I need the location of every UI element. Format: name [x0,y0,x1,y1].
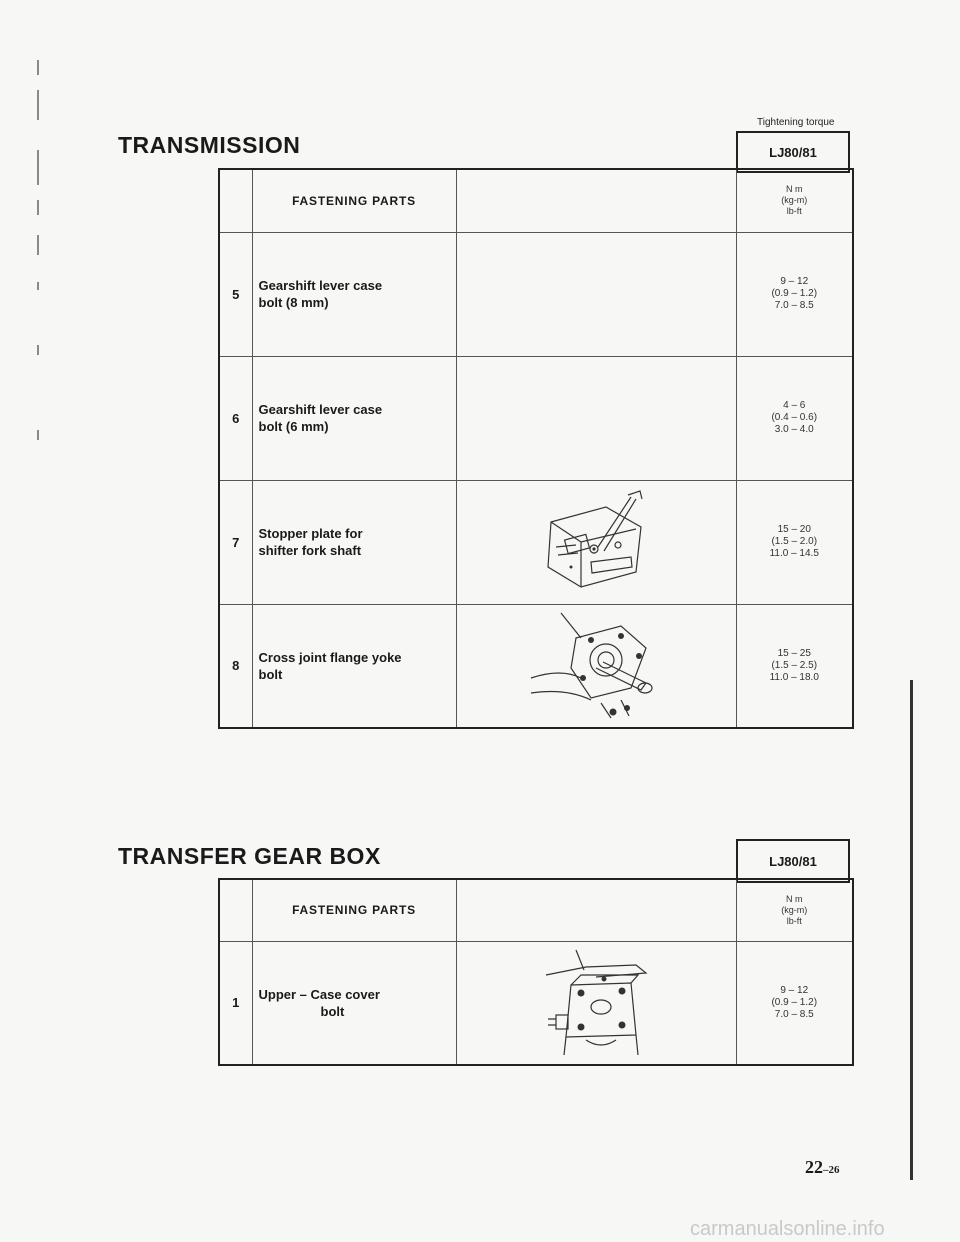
flange-yoke-illustration [521,608,671,723]
table-row [219,604,853,728]
page-number: 22–26 [805,1157,840,1177]
transmission-torque-table [218,168,854,729]
stopper-plate-illustration [536,487,656,597]
scan-edge-bar [910,680,913,1180]
torque-caption: Tightening torque [757,117,835,128]
illustration-header-cell [456,879,736,941]
torque-value: 9 – 12 (0.9 – 1.2) 7.0 – 8.5 [736,232,853,356]
units-header: N m (kg-m) lb-ft [736,169,853,232]
row-number: 1 [219,941,252,1065]
fastening-parts-header: FASTENING PARTS [252,879,456,941]
transfer-torque-table [218,878,854,1066]
row-number: 6 [219,356,252,480]
illustration-header-cell [456,169,736,232]
table-header-row [219,879,853,941]
model-box-transmission: LJ80/81 [736,131,850,173]
section-title-transmission: TRANSMISSION [118,132,301,158]
row-number: 7 [219,480,252,604]
row-number: 5 [219,232,252,356]
part-name: Gearshift lever case bolt (8 mm) [252,232,456,356]
table-header-row [219,169,853,232]
illustration-cell [456,941,736,1065]
table-row [219,941,853,1065]
torque-value: 15 – 20 (1.5 – 2.0) 11.0 – 14.5 [736,480,853,604]
part-name: Upper – Case cover bolt [252,941,456,1065]
illustration-cell [456,232,736,356]
index-header-cell [219,169,252,232]
index-header-cell [219,879,252,941]
row-number: 8 [219,604,252,728]
fastening-parts-header: FASTENING PARTS [252,169,456,232]
torque-value: 15 – 25 (1.5 – 2.5) 11.0 – 18.0 [736,604,853,728]
illustration-cell [456,356,736,480]
part-name: Cross joint flange yoke bolt [252,604,456,728]
section-title-transfer-gear-box: TRANSFER GEAR BOX [118,843,381,869]
part-name: Stopper plate for shifter fork shaft [252,480,456,604]
part-name: Gearshift lever case bolt (6 mm) [252,356,456,480]
table-row [219,232,853,356]
watermark: carmanualsonline.info [690,1218,885,1240]
torque-value: 9 – 12 (0.9 – 1.2) 7.0 – 8.5 [736,941,853,1065]
case-cover-illustration [526,945,666,1060]
torque-value: 4 – 6 (0.4 – 0.6) 3.0 – 4.0 [736,356,853,480]
illustration-cell [456,480,736,604]
illustration-cell [456,604,736,728]
model-box-transfer: LJ80/81 [736,839,850,883]
units-header: N m (kg-m) lb-ft [736,879,853,941]
table-row [219,356,853,480]
table-row [219,480,853,604]
